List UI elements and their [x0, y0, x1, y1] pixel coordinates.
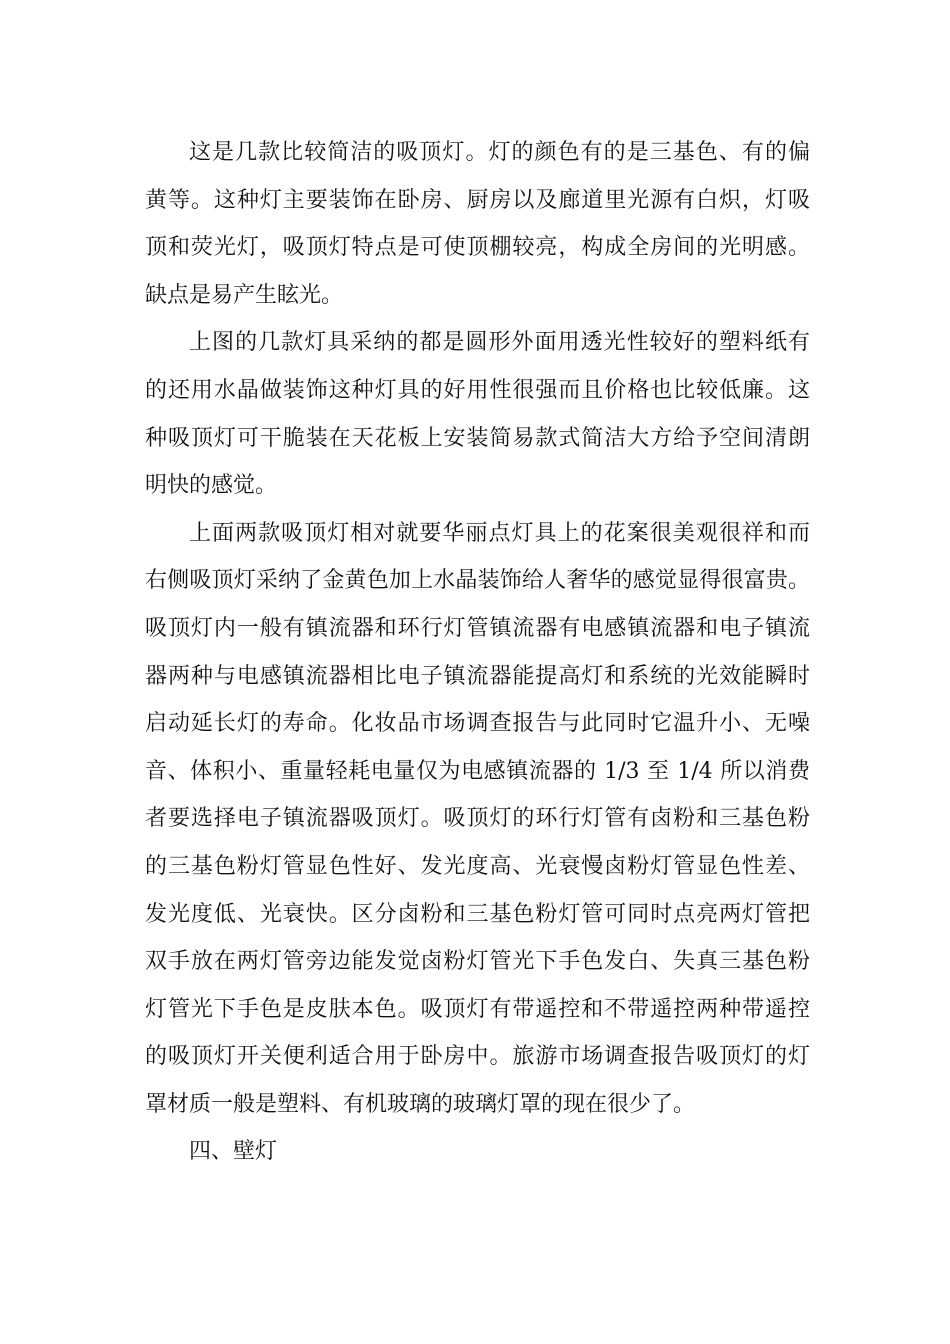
paragraph-line: 种吸顶灯可干脆装在天花板上安装简易款式简洁大方给予空间清朗: [145, 425, 810, 451]
paragraph-line: 启动延长灯的寿命。化妆品市场调查报告与此同时它温升小、无噪: [145, 711, 810, 737]
paragraph-line: 这是几款比较简洁的吸顶灯。灯的颜色有的是三基色、有的偏: [189, 140, 810, 165]
paragraph-line: 发光度低、光衰快。区分卤粉和三基色粉灯管可同时点亮两灯管把: [145, 901, 810, 927]
paragraph-line: 的三基色粉灯管显色性好、发光度高、光衰慢卤粉灯管显色性差、: [145, 853, 810, 879]
paragraph-line: 缺点是易产生眩光。: [145, 282, 344, 308]
paragraph-line: 上面两款吸顶灯相对就要华丽点灯具上的花案很美观很祥和而: [189, 520, 810, 546]
paragraph-line: 右侧吸顶灯采纳了金黄色加上水晶装饰给人奢华的感觉显得很富贵。: [145, 568, 810, 594]
paragraph-line: 的吸顶灯开关便利适合用于卧房中。旅游市场调查报告吸顶灯的灯: [145, 1044, 810, 1070]
paragraph-line: 顶和荧光灯，吸顶灯特点是可使顶棚较亮，构成全房间的光明感。: [145, 235, 810, 261]
paragraph-line: 明快的感觉。: [145, 473, 278, 499]
paragraph-round-lamps: [145, 323, 810, 513]
document-body: [145, 133, 810, 1180]
paragraph-line: 音、体积小、重量轻耗电量仅为电感镇流器的 1/3 至 1/4 所以消费: [145, 758, 810, 784]
section-heading: 四、壁灯: [189, 1139, 278, 1165]
paragraph-line: 的还用水晶做装饰这种灯具的好用性很强而且价格也比较低廉。这: [145, 377, 810, 403]
paragraph-luxury-lamps-ballast: [145, 514, 810, 1133]
paragraph-line: 罩材质一般是塑料、有机玻璃的玻璃灯罩的现在很少了。: [145, 1091, 696, 1117]
section-heading-wall-lamp: [145, 1132, 810, 1180]
paragraph-line: 双手放在两灯管旁边能发觉卤粉灯管光下手色发白、失真三基色粉: [145, 949, 810, 975]
paragraph-line: 器两种与电感镇流器相比电子镇流器能提高灯和系统的光效能瞬时: [145, 663, 810, 689]
paragraph-line: 吸顶灯内一般有镇流器和环行灯管镇流器有电感镇流器和电子镇流: [145, 615, 810, 641]
paragraph-line: 上图的几款灯具采纳的都是圆形外面用透光性较好的塑料纸有: [189, 330, 810, 356]
paragraph-line: 者要选择电子镇流器吸顶灯。吸顶灯的环行灯管有卤粉和三基色粉: [145, 806, 810, 832]
paragraph-line: 灯管光下手色是皮肤本色。吸顶灯有带遥控和不带遥控两种带遥控: [145, 996, 810, 1022]
paragraph-line: 黄等。这种灯主要装饰在卧房、厨房以及廊道里光源有白炽，灯吸: [145, 187, 810, 213]
paragraph-ceiling-light-simple: [145, 133, 810, 323]
